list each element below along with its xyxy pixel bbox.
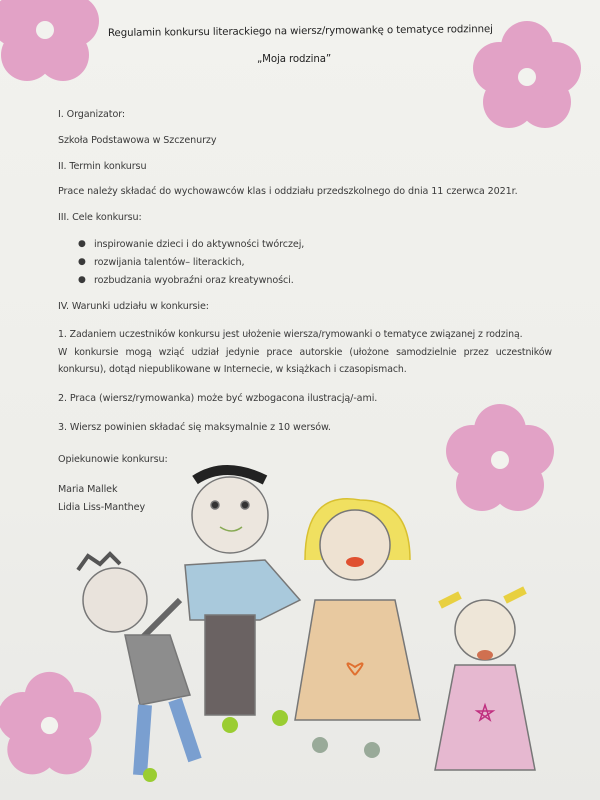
organizer-heading: I. Organizator:: [58, 109, 126, 120]
drawn-child-girl: [435, 590, 535, 770]
drawn-father: [185, 470, 300, 733]
supervisor-name: Lidia Liss-Manthey: [58, 502, 146, 513]
condition-3: 3. Wiersz powinien składać się maksymalnie z 10 wersów.: [58, 422, 331, 433]
flower-decoration-top-left: [0, 0, 105, 90]
bullet-icon: ●: [78, 257, 86, 267]
goal-item: rozbudzania wyobraźni oraz kreatywności.: [94, 275, 294, 286]
deadline-heading: II. Termin konkursu: [58, 161, 147, 172]
condition-1-line: konkursu), dotąd niepublikowane w Internecie, w książkach i czasopismach.: [58, 364, 407, 375]
bullet-icon: ●: [78, 239, 86, 249]
document-subtitle: „Moja rodzina”: [257, 54, 332, 65]
child-drawing-family: [60, 450, 580, 800]
goal-item: rozwijania talentów– literackich,: [94, 257, 245, 268]
goals-heading: III. Cele konkursu:: [58, 212, 142, 223]
goal-item: inspirowanie dzieci i do aktywności twórczej,: [94, 239, 305, 250]
organizer-text: Szkoła Podstawowa w Szczenurzy: [58, 135, 217, 146]
supervisor-name: Maria Mallek: [58, 484, 118, 495]
document-title: Regulamin konkursu literackiego na wiersz/rymowankę o tematyce rodzinnej: [107, 23, 493, 40]
condition-1-line: W konkursie mogą wziąć udział jedynie prace autorskie (ułożone samodzielnie przez uczestników: [58, 347, 552, 358]
conditions-heading: IV. Warunki udziału w konkursie:: [58, 301, 209, 312]
bullet-icon: ●: [78, 275, 86, 285]
drawn-child-boy: [78, 554, 195, 782]
condition-1-line: 1. Zadaniem uczestników konkursu jest ułożenie wiersza/rymowanki o tematyce związanej z rodziną.: [58, 329, 523, 340]
deadline-text: Prace należy składać do wychowawców klas i oddziału przedszkolnego do dnia 11 czerwca 2021r.: [58, 186, 518, 197]
condition-2: 2. Praca (wiersz/rymowanka) może być wzbogacona ilustracją/-ami.: [58, 393, 378, 404]
drawn-mother: [295, 499, 420, 758]
supervisors-heading: Opiekunowie konkursu:: [58, 454, 168, 465]
